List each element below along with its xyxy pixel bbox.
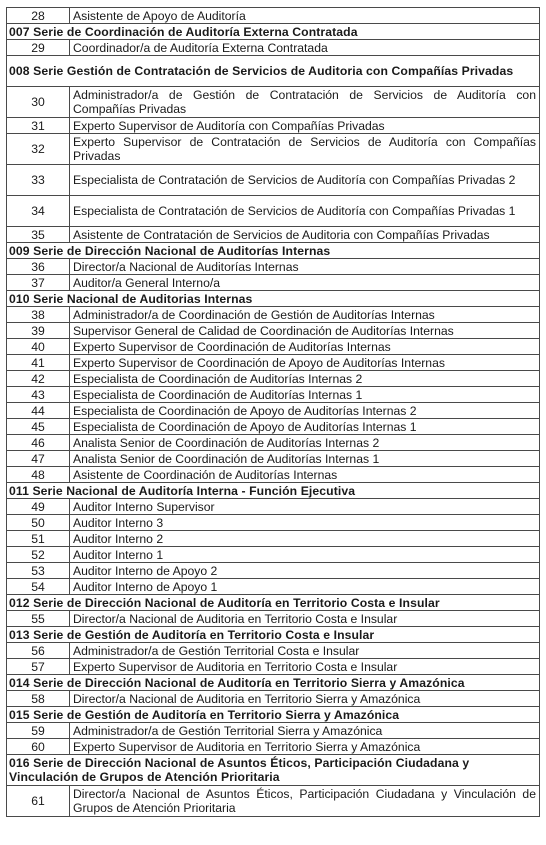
table-row xyxy=(7,786,540,817)
position-title: Especialista de Contratación de Servicios de Auditoría con Compañías Privadas 1 xyxy=(70,196,540,227)
series-header-row xyxy=(7,483,540,499)
table-row xyxy=(7,259,540,275)
row-number: 52 xyxy=(7,547,70,563)
table-row xyxy=(7,579,540,595)
series-header-row xyxy=(7,243,540,259)
position-title: Auditor Interno 3 xyxy=(70,515,540,531)
position-title: Auditor Interno 1 xyxy=(70,547,540,563)
document-page xyxy=(6,7,540,817)
table-row xyxy=(7,739,540,755)
position-title: Experto Supervisor de Auditoría con Compañías Privadas xyxy=(70,118,540,134)
row-number: 61 xyxy=(7,786,70,817)
position-title: Supervisor General de Calidad de Coordinación de Auditorías Internas xyxy=(70,323,540,339)
series-header-row xyxy=(7,675,540,691)
row-number: 58 xyxy=(7,691,70,707)
position-series-table xyxy=(6,7,540,817)
series-header: 016 Serie de Dirección Nacional de Asuntos Éticos, Participación Ciudadana y Vinculación de Grupos de Atención Prioritaria xyxy=(7,755,540,786)
table-row xyxy=(7,323,540,339)
position-title: Auditor Interno 2 xyxy=(70,531,540,547)
row-number: 46 xyxy=(7,435,70,451)
table-row xyxy=(7,118,540,134)
position-title: Asistente de Contratación de Servicios de Auditoria con Compañías Privadas xyxy=(70,227,540,243)
table-row xyxy=(7,227,540,243)
table-row xyxy=(7,467,540,483)
table-row xyxy=(7,435,540,451)
table-row xyxy=(7,165,540,196)
position-title: Analista Senior de Coordinación de Auditorías Internas 2 xyxy=(70,435,540,451)
series-header-row xyxy=(7,755,540,786)
table-row xyxy=(7,371,540,387)
position-title: Especialista de Coordinación de Auditorías Internas 1 xyxy=(70,387,540,403)
table-row xyxy=(7,611,540,627)
row-number: 56 xyxy=(7,643,70,659)
row-number: 49 xyxy=(7,499,70,515)
row-number: 54 xyxy=(7,579,70,595)
row-number: 57 xyxy=(7,659,70,675)
row-number: 38 xyxy=(7,307,70,323)
row-number: 53 xyxy=(7,563,70,579)
position-title: Director/a Nacional de Auditoria en Territorio Sierra y Amazónica xyxy=(70,691,540,707)
row-number: 28 xyxy=(7,8,70,24)
series-header-row xyxy=(7,24,540,40)
row-number: 32 xyxy=(7,134,70,165)
series-header-row xyxy=(7,595,540,611)
row-number: 36 xyxy=(7,259,70,275)
table-row xyxy=(7,419,540,435)
row-number: 39 xyxy=(7,323,70,339)
row-number: 35 xyxy=(7,227,70,243)
table-row xyxy=(7,134,540,165)
position-title: Administrador/a de Coordinación de Gestión de Auditorías Internas xyxy=(70,307,540,323)
position-title: Experto Supervisor de Auditoria en Territorio Sierra y Amazónica xyxy=(70,739,540,755)
row-number: 40 xyxy=(7,339,70,355)
table-row xyxy=(7,723,540,739)
position-title: Director/a Nacional de Asuntos Éticos, Participación Ciudadana y Vinculación de Grupos de Atención Prioritaria xyxy=(70,786,540,817)
table-row xyxy=(7,451,540,467)
position-title: Auditor/a General Interno/a xyxy=(70,275,540,291)
row-number: 34 xyxy=(7,196,70,227)
table-row xyxy=(7,307,540,323)
row-number: 47 xyxy=(7,451,70,467)
position-title: Auditor Interno de Apoyo 1 xyxy=(70,579,540,595)
table-row xyxy=(7,643,540,659)
series-header: 015 Serie de Gestión de Auditoría en Territorio Sierra y Amazónica xyxy=(7,707,540,723)
position-title: Especialista de Contratación de Servicios de Auditoría con Compañías Privadas 2 xyxy=(70,165,540,196)
row-number: 30 xyxy=(7,87,70,118)
series-header-row xyxy=(7,291,540,307)
series-header: 007 Serie de Coordinación de Auditoría Externa Contratada xyxy=(7,24,540,40)
series-header-row xyxy=(7,56,540,87)
series-header: 008 Serie Gestión de Contratación de Servicios de Auditoria con Compañías Privadas xyxy=(7,56,540,87)
table-row xyxy=(7,531,540,547)
row-number: 45 xyxy=(7,419,70,435)
position-title: Experto Supervisor de Coordinación de Auditorías Internas xyxy=(70,339,540,355)
row-number: 41 xyxy=(7,355,70,371)
series-header: 010 Serie Nacional de Auditorias Internas xyxy=(7,291,540,307)
series-header: 011 Serie Nacional de Auditoría Interna - Función Ejecutiva xyxy=(7,483,540,499)
table-row xyxy=(7,196,540,227)
position-title: Auditor Interno de Apoyo 2 xyxy=(70,563,540,579)
table-row xyxy=(7,499,540,515)
position-title: Director/a Nacional de Auditorías Internas xyxy=(70,259,540,275)
series-header: 012 Serie de Dirección Nacional de Auditoría en Territorio Costa e Insular xyxy=(7,595,540,611)
row-number: 31 xyxy=(7,118,70,134)
table-row xyxy=(7,563,540,579)
table-row xyxy=(7,403,540,419)
row-number: 29 xyxy=(7,40,70,56)
table-row xyxy=(7,387,540,403)
row-number: 43 xyxy=(7,387,70,403)
position-title: Analista Senior de Coordinación de Auditorías Internas 1 xyxy=(70,451,540,467)
position-title: Asistente de Coordinación de Auditorías Internas xyxy=(70,467,540,483)
position-title: Especialista de Coordinación de Apoyo de Auditorías Internas 1 xyxy=(70,419,540,435)
table-row xyxy=(7,659,540,675)
series-header: 009 Serie de Dirección Nacional de Auditorías Internas xyxy=(7,243,540,259)
table-row xyxy=(7,547,540,563)
series-header-row xyxy=(7,707,540,723)
table-row xyxy=(7,355,540,371)
series-header-row xyxy=(7,627,540,643)
position-title: Auditor Interno Supervisor xyxy=(70,499,540,515)
row-number: 44 xyxy=(7,403,70,419)
row-number: 55 xyxy=(7,611,70,627)
table-body xyxy=(7,8,540,817)
position-title: Experto Supervisor de Contratación de Servicios de Auditoría con Compañías Privadas xyxy=(70,134,540,165)
position-title: Especialista de Coordinación de Apoyo de Auditorías Internas 2 xyxy=(70,403,540,419)
position-title: Administrador/a de Gestión de Contratación de Servicios de Auditoría con Compañías Privadas xyxy=(70,87,540,118)
row-number: 59 xyxy=(7,723,70,739)
table-row xyxy=(7,691,540,707)
position-title: Asistente de Apoyo de Auditoría xyxy=(70,8,540,24)
row-number: 60 xyxy=(7,739,70,755)
position-title: Director/a Nacional de Auditoria en Territorio Costa e Insular xyxy=(70,611,540,627)
table-row xyxy=(7,8,540,24)
position-title: Especialista de Coordinación de Auditorías Internas 2 xyxy=(70,371,540,387)
table-row xyxy=(7,339,540,355)
series-header: 013 Serie de Gestión de Auditoría en Territorio Costa e Insular xyxy=(7,627,540,643)
position-title: Experto Supervisor de Auditoria en Territorio Costa e Insular xyxy=(70,659,540,675)
table-row xyxy=(7,515,540,531)
position-title: Coordinador/a de Auditoría Externa Contratada xyxy=(70,40,540,56)
position-title: Administrador/a de Gestión Territorial Costa e Insular xyxy=(70,643,540,659)
table-row xyxy=(7,40,540,56)
row-number: 33 xyxy=(7,165,70,196)
row-number: 37 xyxy=(7,275,70,291)
row-number: 42 xyxy=(7,371,70,387)
series-header: 014 Serie de Dirección Nacional de Auditoría en Territorio Sierra y Amazónica xyxy=(7,675,540,691)
row-number: 51 xyxy=(7,531,70,547)
table-row xyxy=(7,275,540,291)
position-title: Administrador/a de Gestión Territorial Sierra y Amazónica xyxy=(70,723,540,739)
table-row xyxy=(7,87,540,118)
row-number: 50 xyxy=(7,515,70,531)
row-number: 48 xyxy=(7,467,70,483)
position-title: Experto Supervisor de Coordinación de Apoyo de Auditorías Internas xyxy=(70,355,540,371)
